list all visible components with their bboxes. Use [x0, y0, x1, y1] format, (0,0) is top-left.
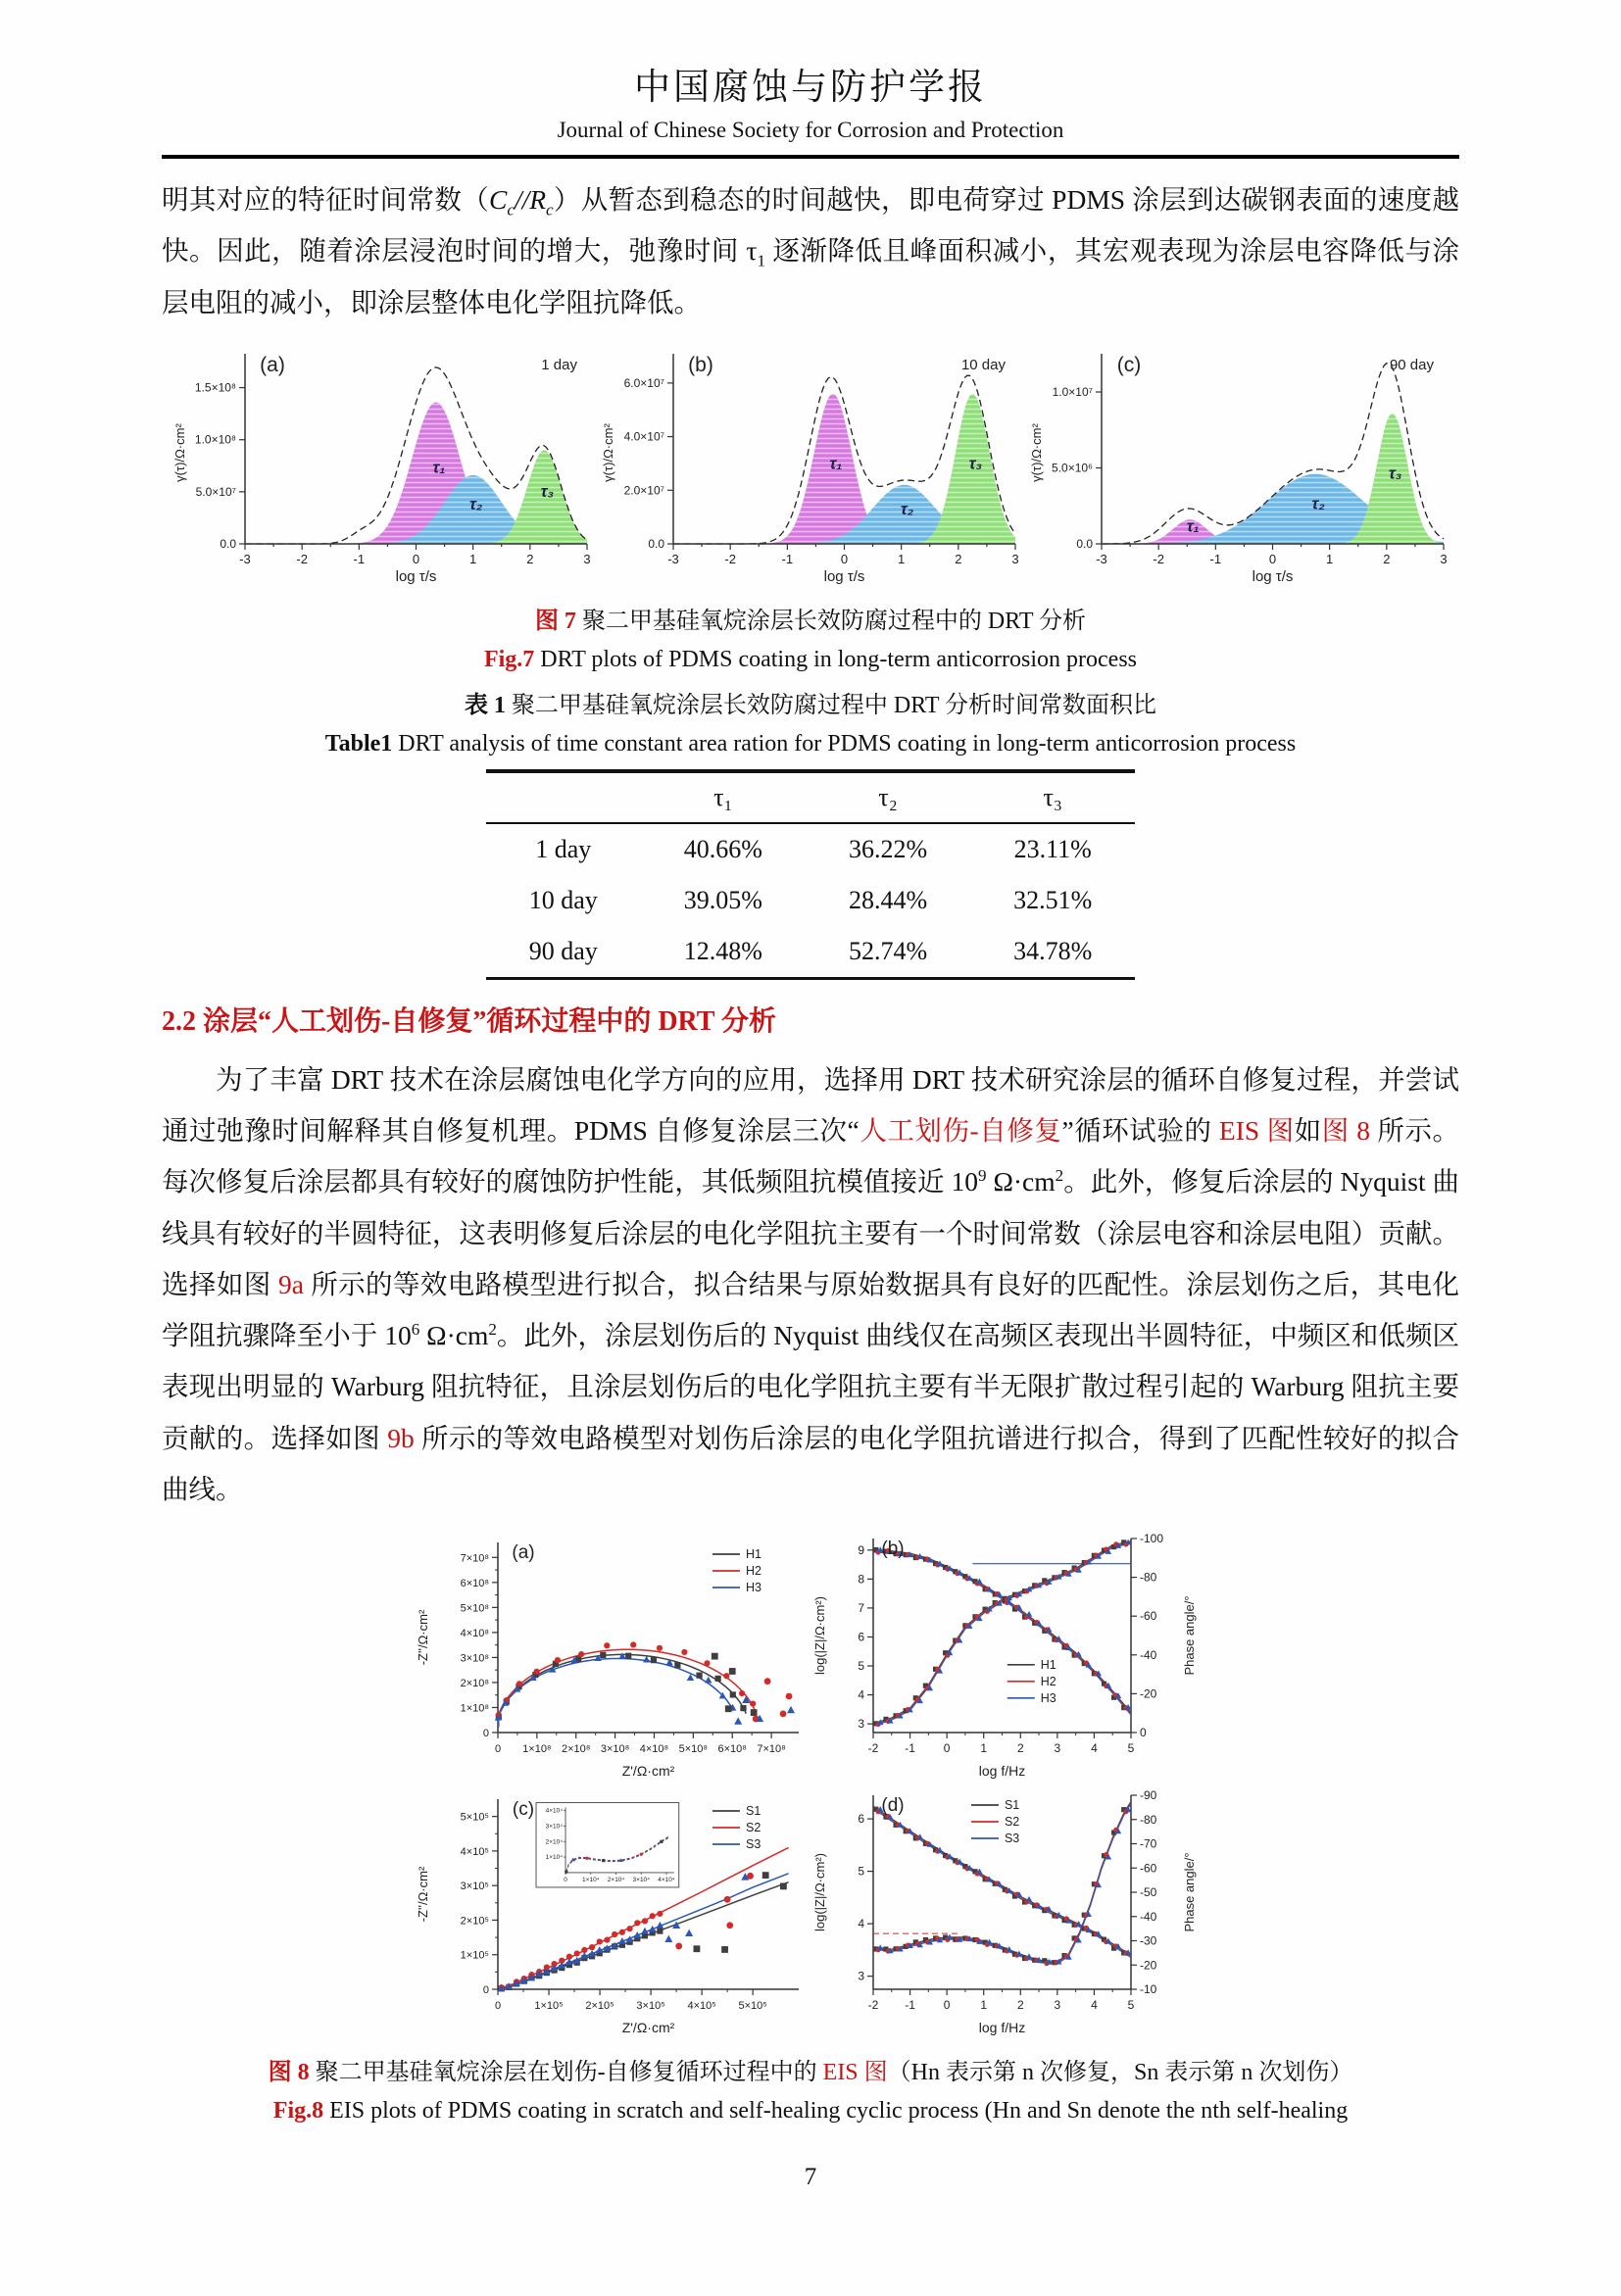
text-segment: 图 8 — [1321, 1115, 1370, 1146]
text-segment: 所示的等效电路模型进行拟合，拟合结果与原始数据具有良好的匹配性。涂层划伤之后，其电化学阻抗骤降至小于 10 — [162, 1268, 1460, 1350]
figure8-caption-zh — [162, 2052, 1459, 2086]
svg-text:-1: -1 — [905, 1741, 915, 1755]
svg-text:γ(τ)/Ω·cm²: γ(τ)/Ω·cm² — [600, 422, 615, 482]
svg-text:4.0×10⁷: 4.0×10⁷ — [623, 429, 664, 444]
figure7-caption-zh — [162, 601, 1459, 635]
drt-chart-10day — [597, 338, 1025, 589]
svg-text:H1: H1 — [746, 1547, 761, 1561]
table-row — [486, 823, 1136, 875]
svg-text:Phase angle/°: Phase angle/° — [1182, 1852, 1197, 1932]
table-cell: 1 day — [535, 834, 592, 863]
svg-text:5×10⁸: 5×10⁸ — [460, 1602, 489, 1615]
text-segment: Fig.8 — [272, 2098, 324, 2124]
page-number: 7 — [804, 2164, 817, 2190]
svg-text:(b): (b) — [881, 1539, 905, 1559]
svg-text:-Z''/Ω·cm²: -Z''/Ω·cm² — [416, 1609, 430, 1666]
text-segment: C — [489, 184, 508, 215]
svg-text:(a): (a) — [259, 353, 285, 376]
svg-text:4: 4 — [1091, 1741, 1098, 1755]
svg-text:0: 0 — [943, 1741, 951, 1755]
paragraph-2 — [162, 1054, 1459, 1515]
section-2-2-heading: 2.2 涂层“人工划伤-自修复”循环过程中的 DRT 分析 — [162, 1005, 776, 1037]
svg-text:Phase angle/°: Phase angle/° — [1182, 1595, 1197, 1676]
svg-text:0: 0 — [482, 1984, 489, 1996]
text-segment: 1 — [757, 251, 765, 270]
svg-text:4×10⁵: 4×10⁵ — [460, 1845, 489, 1858]
text-segment: EIS plots of PDMS coating in scratch and self-healing cyclic process (Hn and Sn denote the nth self-healing — [323, 2098, 1349, 2124]
table-cell: 12.48% — [683, 936, 762, 965]
figure7-caption-en — [162, 647, 1459, 673]
drt-chart-1day — [169, 338, 597, 589]
text-segment: 9a — [277, 1268, 304, 1299]
text-segment: Ω·cm — [419, 1320, 489, 1350]
figure8 — [162, 1527, 1459, 2040]
svg-text:S3: S3 — [746, 1837, 761, 1851]
svg-text:2: 2 — [954, 551, 961, 566]
svg-text:4×10⁸: 4×10⁸ — [639, 1743, 669, 1755]
svg-text:-60: -60 — [1140, 1609, 1157, 1624]
text-segment: Fig.7 — [483, 646, 535, 672]
svg-text:τ₂: τ₂ — [900, 499, 913, 518]
svg-text:1.5×10⁸: 1.5×10⁸ — [194, 380, 236, 395]
svg-text:6×10⁸: 6×10⁸ — [717, 1743, 747, 1755]
svg-text:0: 0 — [494, 1743, 502, 1755]
svg-text:0.0: 0.0 — [219, 536, 236, 551]
svg-text:1: 1 — [1325, 551, 1333, 566]
text-segment: c — [546, 200, 554, 220]
svg-text:-2: -2 — [295, 551, 308, 566]
svg-text:3: 3 — [858, 1717, 864, 1732]
svg-text:5×10⁵: 5×10⁵ — [460, 1811, 489, 1824]
svg-text:0: 0 — [564, 1876, 567, 1883]
svg-text:(c): (c) — [512, 1799, 535, 1820]
svg-text:H1: H1 — [1040, 1657, 1056, 1672]
svg-text:6: 6 — [858, 1630, 864, 1644]
svg-text:4×10⁴: 4×10⁴ — [658, 1876, 675, 1883]
nyquist-chart-scratched — [414, 1783, 810, 2040]
text-segment: 2 — [1055, 1166, 1064, 1186]
svg-text:τ₃: τ₃ — [540, 481, 554, 501]
svg-text:(d): (d) — [881, 1795, 905, 1816]
svg-text:0: 0 — [840, 551, 848, 566]
figure7 — [162, 338, 1459, 589]
svg-text:S2: S2 — [1004, 1815, 1020, 1829]
svg-text:5.0×10⁷: 5.0×10⁷ — [195, 484, 236, 499]
text-segment: 明其对应的特征时间常数（ — [162, 184, 490, 215]
table-header-cell: τ₂ — [806, 771, 970, 823]
svg-text:0: 0 — [1268, 551, 1276, 566]
text-segment: // — [514, 184, 530, 215]
svg-text:5×10⁸: 5×10⁸ — [678, 1743, 709, 1755]
svg-text:4: 4 — [1091, 1998, 1098, 2012]
svg-text:1×10⁸: 1×10⁸ — [522, 1743, 552, 1755]
svg-text:2: 2 — [1382, 551, 1390, 566]
table-header-cell: τ₁ — [641, 771, 806, 823]
text-segment: ”循环试验的 — [1061, 1115, 1219, 1146]
svg-text:2×10⁵: 2×10⁵ — [460, 1915, 489, 1928]
svg-text:1×10⁵: 1×10⁵ — [460, 1949, 489, 1962]
svg-text:5: 5 — [858, 1659, 864, 1674]
svg-text:5.0×10⁶: 5.0×10⁶ — [1051, 461, 1093, 475]
text-segment: R — [529, 184, 547, 215]
svg-text:3: 3 — [858, 1969, 864, 1983]
svg-text:2: 2 — [1016, 1741, 1024, 1755]
svg-text:-60: -60 — [1140, 1861, 1157, 1876]
svg-text:2×10⁸: 2×10⁸ — [562, 1743, 591, 1755]
svg-text:S1: S1 — [746, 1804, 761, 1818]
table-cell: 10 day — [528, 885, 598, 914]
svg-text:H2: H2 — [746, 1564, 761, 1578]
svg-text:τ₃: τ₃ — [1388, 464, 1401, 483]
svg-text:(c): (c) — [1116, 353, 1141, 376]
text-segment: 为了丰富 DRT 技术在涂层腐蚀电化学方向的应用，选择用 DRT 技术研究涂层的循环自修复过程，并尝试通过弛豫时间解释其自修复机理。PDMS 自修复涂层三次“ — [162, 1063, 1459, 1146]
svg-text:2×10⁵: 2×10⁵ — [585, 2000, 614, 2012]
svg-text:-1: -1 — [781, 551, 793, 566]
svg-text:-3: -3 — [238, 551, 251, 566]
svg-text:3×10⁴: 3×10⁴ — [632, 1876, 650, 1883]
svg-text:3×10⁸: 3×10⁸ — [460, 1652, 489, 1665]
text-segment: 如 — [1294, 1115, 1322, 1146]
svg-text:S3: S3 — [1004, 1832, 1020, 1845]
svg-text:2: 2 — [1016, 1998, 1024, 2012]
svg-text:log(|Z|/Ω·cm²): log(|Z|/Ω·cm²) — [812, 1595, 827, 1676]
journal-title-en: Journal of Chinese Society for Corrosion and Protection — [557, 118, 1064, 142]
text-segment: 聚二甲基硅氧烷涂层长效防腐过程中 DRT 分析时间常数面积比 — [505, 692, 1157, 718]
svg-text:-20: -20 — [1140, 1958, 1157, 1973]
svg-text:-3: -3 — [666, 551, 679, 566]
svg-text:1: 1 — [980, 1998, 988, 2012]
journal-title-zh: 中国腐蚀与防护学报 — [634, 68, 987, 108]
svg-text:2×10⁴: 2×10⁴ — [545, 1838, 564, 1846]
svg-text:6: 6 — [858, 1812, 864, 1827]
svg-text:6.0×10⁷: 6.0×10⁷ — [623, 375, 664, 390]
svg-text:9: 9 — [858, 1542, 864, 1557]
nyquist-chart-healed — [414, 1527, 810, 1783]
header-rule — [162, 155, 1459, 159]
svg-text:-40: -40 — [1140, 1909, 1157, 1924]
table1-caption-en — [162, 731, 1459, 757]
table1 — [486, 769, 1136, 980]
svg-text:5: 5 — [1127, 1998, 1135, 2012]
text-segment: 图 8 — [268, 2060, 310, 2085]
text-segment: 所示。每次修复后涂层都具有较好的腐蚀防护性能，其低频阻抗模值接近 10 — [162, 1115, 1460, 1197]
svg-text:S2: S2 — [746, 1821, 761, 1834]
table1-caption-zh — [162, 685, 1459, 719]
table-header-cell — [486, 771, 641, 823]
paragraph-1 — [162, 174, 1459, 328]
svg-text:7: 7 — [858, 1600, 864, 1615]
table-cell: 36.22% — [848, 834, 928, 863]
svg-text:H3: H3 — [1040, 1690, 1056, 1705]
text-segment: 9b — [387, 1422, 415, 1453]
text-segment: 表 1 — [464, 692, 506, 718]
svg-text:-20: -20 — [1140, 1686, 1157, 1701]
svg-text:-3: -3 — [1095, 551, 1107, 566]
svg-text:-2: -2 — [867, 1998, 879, 2012]
bode-chart-scratched — [810, 1783, 1207, 2040]
svg-text:2.0×10⁷: 2.0×10⁷ — [623, 483, 664, 498]
table-cell: 32.51% — [1013, 885, 1093, 914]
svg-text:τ₁: τ₁ — [828, 454, 842, 473]
svg-text:(a): (a) — [512, 1542, 535, 1563]
svg-text:τ₁: τ₁ — [431, 458, 445, 477]
text-segment: 聚二甲基硅氧烷涂层长效防腐过程中的 DRT 分析 — [575, 608, 1087, 634]
table1-body — [486, 823, 1136, 979]
text-segment: 6 — [411, 1319, 420, 1339]
text-segment: 9 — [978, 1166, 987, 1186]
table-header-cell: τ₃ — [970, 771, 1135, 823]
svg-text:H2: H2 — [1040, 1674, 1056, 1688]
svg-text:log τ/s: log τ/s — [1252, 567, 1293, 585]
text-segment: c — [507, 200, 515, 220]
svg-text:3×10⁵: 3×10⁵ — [636, 2000, 665, 2012]
svg-text:3: 3 — [1010, 551, 1019, 566]
svg-text:1 day: 1 day — [540, 356, 577, 373]
svg-text:-2: -2 — [867, 1741, 879, 1755]
svg-text:4×10⁵: 4×10⁵ — [687, 2000, 716, 2012]
svg-text:-1: -1 — [353, 551, 365, 566]
table-cell: 28.44% — [848, 885, 928, 914]
table-row — [486, 926, 1136, 979]
svg-text:-10: -10 — [1140, 1982, 1157, 1996]
svg-text:2×10⁴: 2×10⁴ — [607, 1876, 625, 1883]
text-segment: Ω·cm — [986, 1166, 1056, 1197]
svg-text:1.0×10⁷: 1.0×10⁷ — [1052, 384, 1093, 399]
text-segment: （Hn 表示第 n 次修复，Sn 表示第 n 次划伤） — [887, 2060, 1353, 2085]
text-segment: EIS 图 — [822, 2060, 888, 2085]
svg-text:Z'/Ω·cm²: Z'/Ω·cm² — [621, 1763, 675, 1779]
svg-text:0: 0 — [412, 551, 419, 566]
svg-text:2: 2 — [525, 551, 533, 566]
text-segment: 2 — [488, 1319, 497, 1339]
svg-text:1: 1 — [897, 551, 905, 566]
svg-text:-90: -90 — [1140, 1788, 1157, 1802]
svg-text:-50: -50 — [1140, 1885, 1157, 1899]
table-cell: 23.11% — [1013, 834, 1092, 863]
table1-header-row — [486, 771, 1136, 823]
svg-text:Z'/Ω·cm²: Z'/Ω·cm² — [621, 2020, 675, 2035]
svg-text:γ(τ)/Ω·cm²: γ(τ)/Ω·cm² — [1028, 422, 1044, 482]
bode-chart-healed — [810, 1527, 1207, 1783]
svg-text:5×10⁵: 5×10⁵ — [738, 2000, 767, 2012]
svg-text:1×10⁴: 1×10⁴ — [582, 1876, 600, 1883]
svg-text:0: 0 — [943, 1998, 951, 2012]
svg-text:1×10⁸: 1×10⁸ — [460, 1702, 489, 1715]
text-segment: 图 7 — [534, 608, 576, 634]
text-segment: 所示的等效电路模型对划伤后涂层的电化学阻抗谱进行拟合，得到了匹配性较好的拟合曲线。 — [162, 1422, 1460, 1504]
svg-text:log τ/s: log τ/s — [823, 567, 864, 585]
svg-text:τ₃: τ₃ — [968, 454, 982, 473]
svg-text:0: 0 — [482, 1728, 489, 1739]
svg-text:1: 1 — [980, 1741, 988, 1755]
svg-text:4×10⁴: 4×10⁴ — [545, 1807, 564, 1815]
svg-text:1×10⁵: 1×10⁵ — [534, 2000, 564, 2012]
text-segment: 。此外，修复后涂层的 Nyquist 曲线具有较好的半圆特征，这表明修复后涂层的电化学阻抗主要有一个时间常数（涂层电容和涂层电阻）贡献。选择如图 — [162, 1166, 1459, 1299]
svg-text:-30: -30 — [1140, 1933, 1157, 1948]
text-segment: Table1 — [324, 730, 393, 757]
text-segment: 聚二甲基硅氧烷涂层在划伤-自修复循环过程中的 — [309, 2060, 823, 2085]
table-cell: 90 day — [528, 936, 598, 965]
svg-text:-70: -70 — [1140, 1836, 1157, 1851]
svg-text:H3: H3 — [746, 1581, 761, 1594]
drt-chart-90day — [1025, 338, 1453, 589]
svg-text:τ₁: τ₁ — [1186, 516, 1200, 536]
svg-text:0: 0 — [494, 2000, 502, 2012]
svg-text:τ₂: τ₂ — [468, 494, 482, 513]
svg-text:-2: -2 — [723, 551, 736, 566]
table-cell: 34.78% — [1013, 936, 1093, 965]
svg-text:log f/Hz: log f/Hz — [978, 1763, 1026, 1779]
svg-text:-1: -1 — [1209, 551, 1221, 566]
svg-text:S1: S1 — [1004, 1798, 1020, 1812]
svg-text:-Z''/Ω·cm²: -Z''/Ω·cm² — [416, 1866, 430, 1923]
svg-text:7×10⁸: 7×10⁸ — [460, 1552, 489, 1565]
table-cell: 40.66% — [683, 834, 762, 863]
text-segment: ）从暂态到稳态的时间越快，即电荷穿过 PDMS 涂层到达碳钢表面的速度越快。因此，随着涂层浸泡时间的增大，弛豫时间 τ — [162, 184, 1459, 267]
svg-text:3: 3 — [1054, 1741, 1061, 1755]
table-cell: 39.05% — [683, 885, 762, 914]
svg-text:log τ/s: log τ/s — [395, 567, 436, 585]
table-cell: 52.74% — [848, 936, 928, 965]
text-segment: DRT analysis of time constant area ration for PDMS coating in long-term anticorrosion process — [392, 730, 1297, 757]
svg-text:0: 0 — [1140, 1726, 1147, 1739]
text-segment: EIS 图 — [1218, 1115, 1295, 1146]
svg-text:1: 1 — [468, 551, 476, 566]
svg-text:-2: -2 — [1152, 551, 1164, 566]
svg-text:-100: -100 — [1140, 1532, 1164, 1545]
svg-text:5: 5 — [858, 1864, 864, 1879]
journal-header — [162, 57, 1459, 159]
svg-text:-80: -80 — [1140, 1570, 1157, 1585]
text-segment: DRT plots of PDMS coating in long-term anticorrosion process — [534, 646, 1138, 672]
svg-text:2×10⁸: 2×10⁸ — [460, 1677, 489, 1689]
text-segment: 逐渐降低且峰面积减小，其宏观表现为涂层电容降低与涂层电阻的减小，即涂层整体电化学阻抗降低。 — [162, 235, 1459, 318]
svg-text:5: 5 — [1127, 1741, 1135, 1755]
svg-text:log(|Z|/Ω·cm²): log(|Z|/Ω·cm²) — [812, 1852, 827, 1932]
svg-text:4: 4 — [858, 1917, 864, 1931]
svg-text:-80: -80 — [1140, 1812, 1157, 1827]
svg-text:1×10⁴: 1×10⁴ — [545, 1854, 564, 1862]
svg-text:8: 8 — [858, 1572, 864, 1587]
text-segment: 人工划伤-自修复 — [859, 1115, 1062, 1146]
svg-text:3×10⁴: 3×10⁴ — [545, 1823, 564, 1831]
svg-text:(b): (b) — [687, 353, 713, 376]
svg-text:3: 3 — [1054, 1998, 1061, 2012]
text-segment: 。此外，涂层划伤后的 Nyquist 曲线仅在高频区表现出半圆特征，中频区和低频区表现出明显的 Warburg 阻抗特征，且涂层划伤后的电化学阻抗主要有半无限扩散过程引起的 Warburg 阻抗主要贡献的。选择如图 — [162, 1320, 1459, 1453]
table-row — [486, 875, 1136, 926]
svg-text:10 day: 10 day — [960, 356, 1006, 373]
svg-text:-40: -40 — [1140, 1647, 1157, 1662]
svg-text:3: 3 — [1439, 551, 1448, 566]
figure8-caption-en — [162, 2098, 1459, 2125]
svg-text:log f/Hz: log f/Hz — [978, 2020, 1026, 2035]
svg-text:90 day: 90 day — [1389, 356, 1434, 373]
svg-text:0.0: 0.0 — [647, 536, 664, 551]
svg-text:3: 3 — [582, 551, 591, 566]
svg-text:1.0×10⁸: 1.0×10⁸ — [194, 432, 236, 447]
svg-text:3×10⁸: 3×10⁸ — [600, 1743, 630, 1755]
svg-text:-1: -1 — [905, 1998, 915, 2012]
svg-text:τ₂: τ₂ — [1310, 494, 1325, 513]
svg-text:6×10⁸: 6×10⁸ — [460, 1577, 489, 1589]
svg-text:7×10⁸: 7×10⁸ — [757, 1743, 786, 1755]
svg-text:0.0: 0.0 — [1075, 536, 1093, 551]
svg-text:4: 4 — [858, 1687, 864, 1702]
svg-text:γ(τ)/Ω·cm²: γ(τ)/Ω·cm² — [172, 422, 187, 482]
svg-text:4×10⁸: 4×10⁸ — [460, 1627, 489, 1639]
svg-text:3×10⁵: 3×10⁵ — [460, 1881, 489, 1893]
